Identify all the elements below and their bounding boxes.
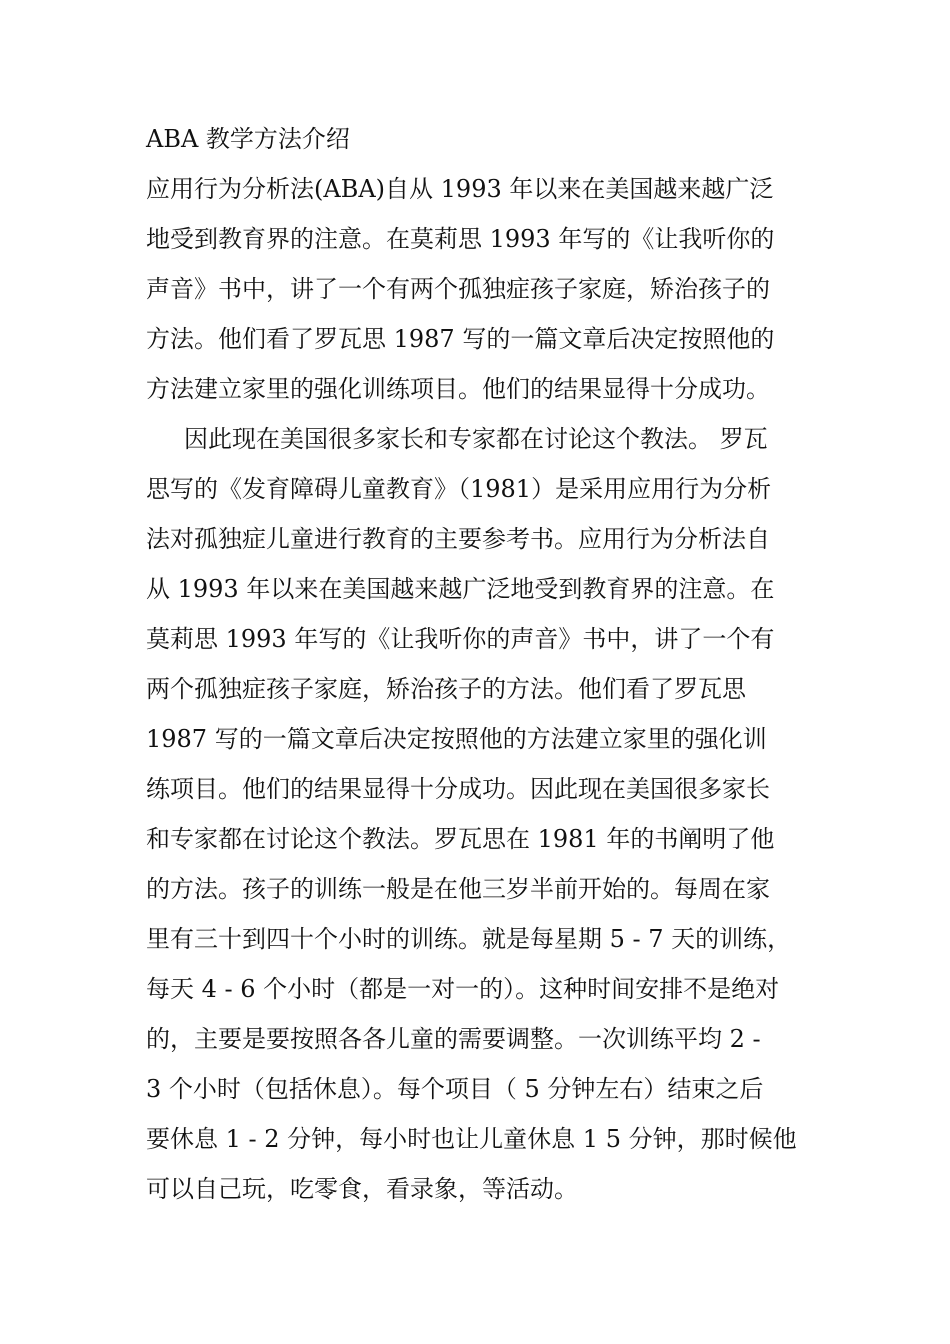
paragraph-line: 里有三十到四十个小时的训练。就是每星期 5 - 7 天的训练， [146, 925, 792, 953]
paragraph-line: 可以自己玩，吃零食，看录象，等活动。 [146, 1175, 578, 1203]
paragraph-line: 方法。他们看了罗瓦思 1987 写的一篇文章后决定按照他的 [146, 325, 775, 353]
paragraph-line: 两个孤独症孩子家庭，矫治孩子的方法。他们看了罗瓦思 [146, 675, 746, 703]
paragraph-line: 因此现在美国很多家长和专家都在讨论这个教法。 罗瓦 [184, 425, 768, 453]
paragraph-line: 要休息 1 - 2 分钟，每小时也让儿童休息 1 5 分钟，那时候他 [146, 1125, 797, 1153]
paragraph-line: 思写的《发育障碍儿童教育》（1981）是采用应用行为分析 [146, 475, 772, 503]
paragraph-line: 莫莉思 1993 年写的《让我听你的声音》书中，讲了一个有 [146, 625, 775, 653]
paragraph-line: 地受到教育界的注意。在莫莉思 1993 年写的《让我听你的 [146, 225, 775, 253]
paragraph-line: 每天 4 - 6 个小时（都是一对一的）。这种时间安排不是绝对 [146, 975, 780, 1003]
paragraph-line: 1987 写的一篇文章后决定按照他的方法建立家里的强化训 [146, 725, 767, 753]
paragraph-line: 的，主要是要按照各各儿童的需要调整。一次训练平均 2 - [146, 1025, 761, 1053]
document-body [146, 114, 806, 1214]
paragraph-line: 和专家都在讨论这个教法。罗瓦思在 1981 年的书阐明了他 [146, 825, 775, 853]
paragraph-line: 练项目。他们的结果显得十分成功。因此现在美国很多家长 [146, 775, 770, 803]
paragraph-line: 声音》书中，讲了一个有两个孤独症孩子家庭，矫治孩子的 [146, 275, 770, 303]
paragraph-line: 方法建立家里的强化训练项目。他们的结果显得十分成功。 [146, 375, 770, 403]
paragraph-line: 从 1993 年以来在美国越来越广泛地受到教育界的注意。在 [146, 575, 775, 603]
paragraph-line: 3 个小时（包括休息）。每个项目（ 5 分钟左右）结束之后 [146, 1075, 764, 1103]
paragraph-line: 的方法。孩子的训练一般是在他三岁半前开始的。每周在家 [146, 875, 770, 903]
paragraph-1 [146, 164, 806, 414]
document-title: ABA 教学方法介绍 [146, 125, 350, 153]
paragraph-line: 法对孤独症儿童进行教育的主要参考书。应用行为分析法自 [146, 525, 770, 553]
paragraph-line: 应用行为分析法(ABA)自从 1993 年以来在美国越来越广泛 [146, 175, 774, 203]
paragraph-2 [146, 414, 806, 1214]
